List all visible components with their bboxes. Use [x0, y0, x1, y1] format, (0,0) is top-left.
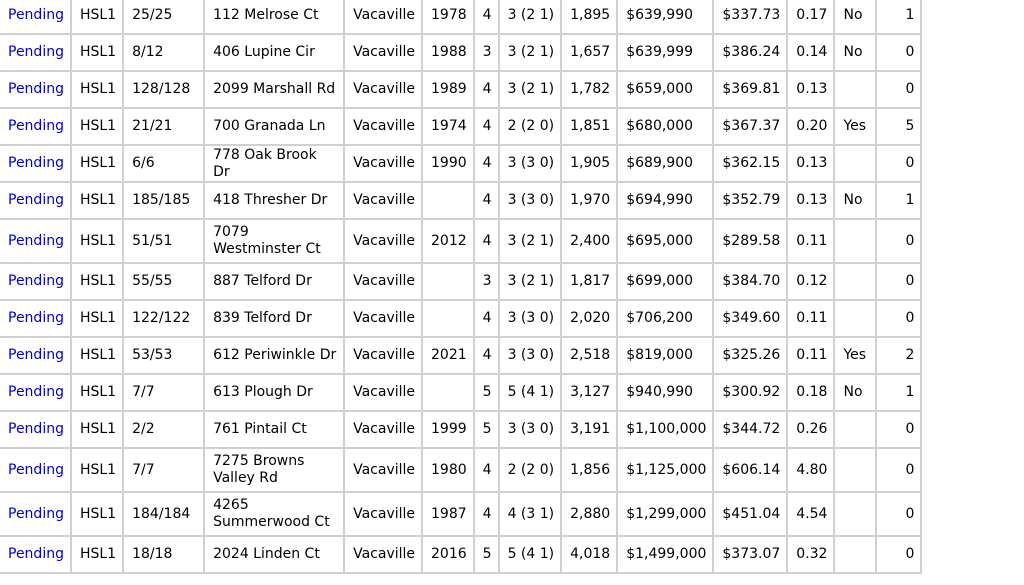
price-per-sqft-cell: $369.81: [714, 72, 786, 107]
lot-size-cell: 0.32: [788, 537, 833, 572]
address-cell: 612 Periwinkle Dr: [205, 338, 343, 373]
lot-size-cell: 0.11: [788, 301, 833, 336]
price-per-sqft-cell: $300.92: [714, 375, 786, 410]
year-built-cell: 2016: [423, 537, 473, 572]
bedrooms-cell: 4: [475, 449, 498, 491]
bedrooms-cell: 3: [475, 264, 498, 299]
pool-cell: [835, 72, 875, 107]
pool-cell: No: [835, 0, 875, 33]
price-cell: $1,125,000: [618, 449, 712, 491]
status-cell: [0, 537, 70, 572]
year-built-cell: 1978: [423, 0, 473, 33]
pool-cell: [835, 264, 875, 299]
status-cell: [0, 338, 70, 373]
table-row: [0, 449, 920, 491]
pool-cell: No: [835, 183, 875, 218]
bedrooms-cell: 4: [475, 493, 498, 535]
list-code-cell: HSL1: [72, 35, 122, 70]
count-cell: 1: [877, 0, 920, 33]
count-cell: 0: [877, 493, 920, 535]
address-cell: 418 Thresher Dr: [205, 183, 343, 218]
status-cell: [0, 183, 70, 218]
lot-size-cell: 4.80: [788, 449, 833, 491]
sqft-cell: 2,400: [562, 220, 616, 262]
pool-cell: Yes: [835, 338, 875, 373]
count-cell: 1: [877, 183, 920, 218]
list-code-cell: HSL1: [72, 412, 122, 447]
status-cell: [0, 146, 70, 181]
city-cell: Vacaville: [345, 412, 421, 447]
days-on-market-cell: 185/185: [124, 183, 203, 218]
pool-cell: [835, 493, 875, 535]
list-code-cell: HSL1: [72, 264, 122, 299]
price-cell: $639,990: [618, 0, 712, 33]
address-cell: 7079 Westminster Ct: [205, 220, 343, 262]
count-cell: 1: [877, 375, 920, 410]
status-cell: [0, 301, 70, 336]
price-cell: $699,000: [618, 264, 712, 299]
sqft-cell: 4,018: [562, 537, 616, 572]
table-row: [0, 109, 920, 144]
table-row: [0, 412, 920, 447]
address-cell: 2024 Linden Ct: [205, 537, 343, 572]
days-on-market-cell: 122/122: [124, 301, 203, 336]
days-on-market-cell: 128/128: [124, 72, 203, 107]
lot-size-cell: 0.14: [788, 35, 833, 70]
table-row: [0, 72, 920, 107]
bedrooms-cell: 4: [475, 301, 498, 336]
status-link[interactable]: Pending: [8, 44, 64, 60]
list-code-cell: HSL1: [72, 109, 122, 144]
table-row: [0, 537, 920, 572]
table-row: [0, 0, 920, 33]
days-on-market-cell: 53/53: [124, 338, 203, 373]
status-cell: [0, 449, 70, 491]
days-on-market-cell: 8/12: [124, 35, 203, 70]
price-per-sqft-cell: $606.14: [714, 449, 786, 491]
city-cell: Vacaville: [345, 146, 421, 181]
count-cell: 0: [877, 72, 920, 107]
year-built-cell: 1990: [423, 146, 473, 181]
bathrooms-cell: 3 (2 1): [500, 0, 561, 33]
year-built-cell: [423, 183, 473, 218]
status-cell: [0, 220, 70, 262]
price-per-sqft-cell: $349.60: [714, 301, 786, 336]
address-cell: 761 Pintail Ct: [205, 412, 343, 447]
year-built-cell: [423, 264, 473, 299]
status-link[interactable]: Pending: [8, 310, 64, 326]
lot-size-cell: 0.11: [788, 220, 833, 262]
price-per-sqft-cell: $289.58: [714, 220, 786, 262]
lot-size-cell: 0.13: [788, 146, 833, 181]
status-link[interactable]: Pending: [8, 7, 64, 23]
price-per-sqft-cell: $386.24: [714, 35, 786, 70]
list-code-cell: HSL1: [72, 72, 122, 107]
price-cell: $940,990: [618, 375, 712, 410]
lot-size-cell: 0.26: [788, 412, 833, 447]
bedrooms-cell: 4: [475, 72, 498, 107]
price-per-sqft-cell: $384.70: [714, 264, 786, 299]
year-built-cell: [423, 301, 473, 336]
status-link[interactable]: Pending: [8, 461, 64, 478]
lot-size-cell: 0.13: [788, 72, 833, 107]
bathrooms-cell: 5 (4 1): [500, 537, 561, 572]
sqft-cell: 1,657: [562, 35, 616, 70]
city-cell: Vacaville: [345, 72, 421, 107]
bathrooms-cell: 2 (2 0): [500, 449, 561, 491]
table-row: [0, 375, 920, 410]
price-cell: $689,900: [618, 146, 712, 181]
address-cell: 7275 Browns Valley Rd: [205, 449, 343, 491]
list-code-cell: HSL1: [72, 146, 122, 181]
pool-cell: [835, 301, 875, 336]
price-cell: $1,499,000: [618, 537, 712, 572]
sqft-cell: 3,127: [562, 375, 616, 410]
address-cell: 778 Oak Brook Dr: [205, 146, 343, 181]
price-per-sqft-cell: $344.72: [714, 412, 786, 447]
days-on-market-cell: 51/51: [124, 220, 203, 262]
address-cell: 613 Plough Dr: [205, 375, 343, 410]
count-cell: 0: [877, 301, 920, 336]
price-per-sqft-cell: $362.15: [714, 146, 786, 181]
status-cell: [0, 0, 70, 33]
bedrooms-cell: 4: [475, 338, 498, 373]
bathrooms-cell: 3 (3 0): [500, 338, 561, 373]
list-code-cell: HSL1: [72, 493, 122, 535]
price-cell: $680,000: [618, 109, 712, 144]
count-cell: 0: [877, 146, 920, 181]
bathrooms-cell: 3 (3 0): [500, 412, 561, 447]
count-cell: 0: [877, 449, 920, 491]
status-link[interactable]: Pending: [8, 192, 64, 208]
sqft-cell: 1,782: [562, 72, 616, 107]
price-per-sqft-cell: $337.73: [714, 0, 786, 33]
bedrooms-cell: 5: [475, 537, 498, 572]
days-on-market-cell: 21/21: [124, 109, 203, 144]
status-link[interactable]: Pending: [8, 118, 64, 134]
table-row: [0, 146, 920, 181]
city-cell: Vacaville: [345, 220, 421, 262]
lot-size-cell: 0.11: [788, 338, 833, 373]
pool-cell: [835, 449, 875, 491]
address-cell: 2099 Marshall Rd: [205, 72, 343, 107]
bathrooms-cell: 3 (3 0): [500, 301, 561, 336]
status-link[interactable]: Pending: [8, 81, 64, 97]
status-link[interactable]: Pending: [8, 347, 64, 363]
days-on-market-cell: 184/184: [124, 493, 203, 535]
bathrooms-cell: 5 (4 1): [500, 375, 561, 410]
lot-size-cell: 0.12: [788, 264, 833, 299]
bedrooms-cell: 4: [475, 183, 498, 218]
year-built-cell: 1980: [423, 449, 473, 491]
price-cell: $1,299,000: [618, 493, 712, 535]
bathrooms-cell: 3 (2 1): [500, 35, 561, 70]
city-cell: Vacaville: [345, 35, 421, 70]
address-cell: 4265 Summerwood Ct: [205, 493, 343, 535]
pool-cell: [835, 412, 875, 447]
count-cell: 2: [877, 338, 920, 373]
status-cell: [0, 72, 70, 107]
lot-size-cell: 4.54: [788, 493, 833, 535]
city-cell: Vacaville: [345, 493, 421, 535]
list-code-cell: HSL1: [72, 375, 122, 410]
pool-cell: [835, 220, 875, 262]
bathrooms-cell: 4 (3 1): [500, 493, 561, 535]
sqft-cell: 1,970: [562, 183, 616, 218]
sqft-cell: 1,851: [562, 109, 616, 144]
list-code-cell: HSL1: [72, 338, 122, 373]
list-code-cell: HSL1: [72, 183, 122, 218]
bedrooms-cell: 3: [475, 35, 498, 70]
list-code-cell: HSL1: [72, 449, 122, 491]
status-link[interactable]: Pending: [8, 273, 64, 289]
pool-cell: No: [835, 35, 875, 70]
year-built-cell: 1987: [423, 493, 473, 535]
pool-cell: No: [835, 375, 875, 410]
lot-size-cell: 0.18: [788, 375, 833, 410]
city-cell: Vacaville: [345, 375, 421, 410]
count-cell: 0: [877, 35, 920, 70]
count-cell: 0: [877, 264, 920, 299]
bathrooms-cell: 3 (3 0): [500, 183, 561, 218]
address-cell: 887 Telford Dr: [205, 264, 343, 299]
bathrooms-cell: 3 (2 1): [500, 264, 561, 299]
table-row: [0, 183, 920, 218]
bedrooms-cell: 4: [475, 220, 498, 262]
status-cell: [0, 109, 70, 144]
table-row: [0, 35, 920, 70]
city-cell: Vacaville: [345, 449, 421, 491]
status-link[interactable]: Pending: [8, 546, 64, 562]
bathrooms-cell: 3 (3 0): [500, 146, 561, 181]
price-cell: $694,990: [618, 183, 712, 218]
year-built-cell: [423, 375, 473, 410]
sqft-cell: 2,518: [562, 338, 616, 373]
price-per-sqft-cell: $367.37: [714, 109, 786, 144]
pool-cell: [835, 537, 875, 572]
list-code-cell: HSL1: [72, 220, 122, 262]
price-cell: $659,000: [618, 72, 712, 107]
city-cell: Vacaville: [345, 301, 421, 336]
days-on-market-cell: 2/2: [124, 412, 203, 447]
list-code-cell: HSL1: [72, 301, 122, 336]
count-cell: 5: [877, 109, 920, 144]
status-link[interactable]: Pending: [8, 505, 64, 522]
status-cell: [0, 493, 70, 535]
count-cell: 0: [877, 537, 920, 572]
status-cell: [0, 412, 70, 447]
bathrooms-cell: 3 (2 1): [500, 72, 561, 107]
days-on-market-cell: 55/55: [124, 264, 203, 299]
days-on-market-cell: 6/6: [124, 146, 203, 181]
status-link[interactable]: Pending: [8, 384, 64, 400]
table-row: [0, 220, 920, 262]
city-cell: Vacaville: [345, 264, 421, 299]
price-cell: $639,999: [618, 35, 712, 70]
year-built-cell: 1989: [423, 72, 473, 107]
city-cell: Vacaville: [345, 537, 421, 572]
address-cell: 112 Melrose Ct: [205, 0, 343, 33]
city-cell: Vacaville: [345, 183, 421, 218]
address-cell: 406 Lupine Cir: [205, 35, 343, 70]
table-row: [0, 338, 920, 373]
sqft-cell: 2,020: [562, 301, 616, 336]
table-row: [0, 301, 920, 336]
bathrooms-cell: 3 (2 1): [500, 220, 561, 262]
days-on-market-cell: 25/25: [124, 0, 203, 33]
sqft-cell: 3,191: [562, 412, 616, 447]
pool-cell: [835, 146, 875, 181]
status-cell: [0, 375, 70, 410]
status-cell: [0, 264, 70, 299]
status-link[interactable]: Pending: [8, 232, 64, 249]
bedrooms-cell: 4: [475, 146, 498, 181]
city-cell: Vacaville: [345, 109, 421, 144]
bedrooms-cell: 5: [475, 375, 498, 410]
status-link[interactable]: Pending: [8, 155, 64, 171]
price-cell: $1,100,000: [618, 412, 712, 447]
sqft-cell: 1,905: [562, 146, 616, 181]
price-per-sqft-cell: $352.79: [714, 183, 786, 218]
year-built-cell: 2012: [423, 220, 473, 262]
address-cell: 700 Granada Ln: [205, 109, 343, 144]
price-cell: $819,000: [618, 338, 712, 373]
city-cell: Vacaville: [345, 338, 421, 373]
price-cell: $695,000: [618, 220, 712, 262]
bedrooms-cell: 4: [475, 109, 498, 144]
year-built-cell: 1988: [423, 35, 473, 70]
bedrooms-cell: 5: [475, 412, 498, 447]
price-per-sqft-cell: $325.26: [714, 338, 786, 373]
price-per-sqft-cell: $451.04: [714, 493, 786, 535]
sqft-cell: 1,856: [562, 449, 616, 491]
year-built-cell: 1974: [423, 109, 473, 144]
days-on-market-cell: 18/18: [124, 537, 203, 572]
status-link[interactable]: Pending: [8, 421, 64, 437]
table-row: [0, 264, 920, 299]
days-on-market-cell: 7/7: [124, 449, 203, 491]
sqft-cell: 2,880: [562, 493, 616, 535]
bedrooms-cell: 4: [475, 0, 498, 33]
sqft-cell: 1,817: [562, 264, 616, 299]
price-cell: $706,200: [618, 301, 712, 336]
sqft-cell: 1,895: [562, 0, 616, 33]
pool-cell: Yes: [835, 109, 875, 144]
lot-size-cell: 0.13: [788, 183, 833, 218]
bathrooms-cell: 2 (2 0): [500, 109, 561, 144]
city-cell: Vacaville: [345, 0, 421, 33]
table-row: [0, 493, 920, 535]
year-built-cell: 2021: [423, 338, 473, 373]
year-built-cell: 1999: [423, 412, 473, 447]
lot-size-cell: 0.20: [788, 109, 833, 144]
count-cell: 0: [877, 412, 920, 447]
list-code-cell: HSL1: [72, 0, 122, 33]
address-cell: 839 Telford Dr: [205, 301, 343, 336]
status-cell: [0, 35, 70, 70]
lot-size-cell: 0.17: [788, 0, 833, 33]
count-cell: 0: [877, 220, 920, 262]
days-on-market-cell: 7/7: [124, 375, 203, 410]
price-per-sqft-cell: $373.07: [714, 537, 786, 572]
list-code-cell: HSL1: [72, 537, 122, 572]
